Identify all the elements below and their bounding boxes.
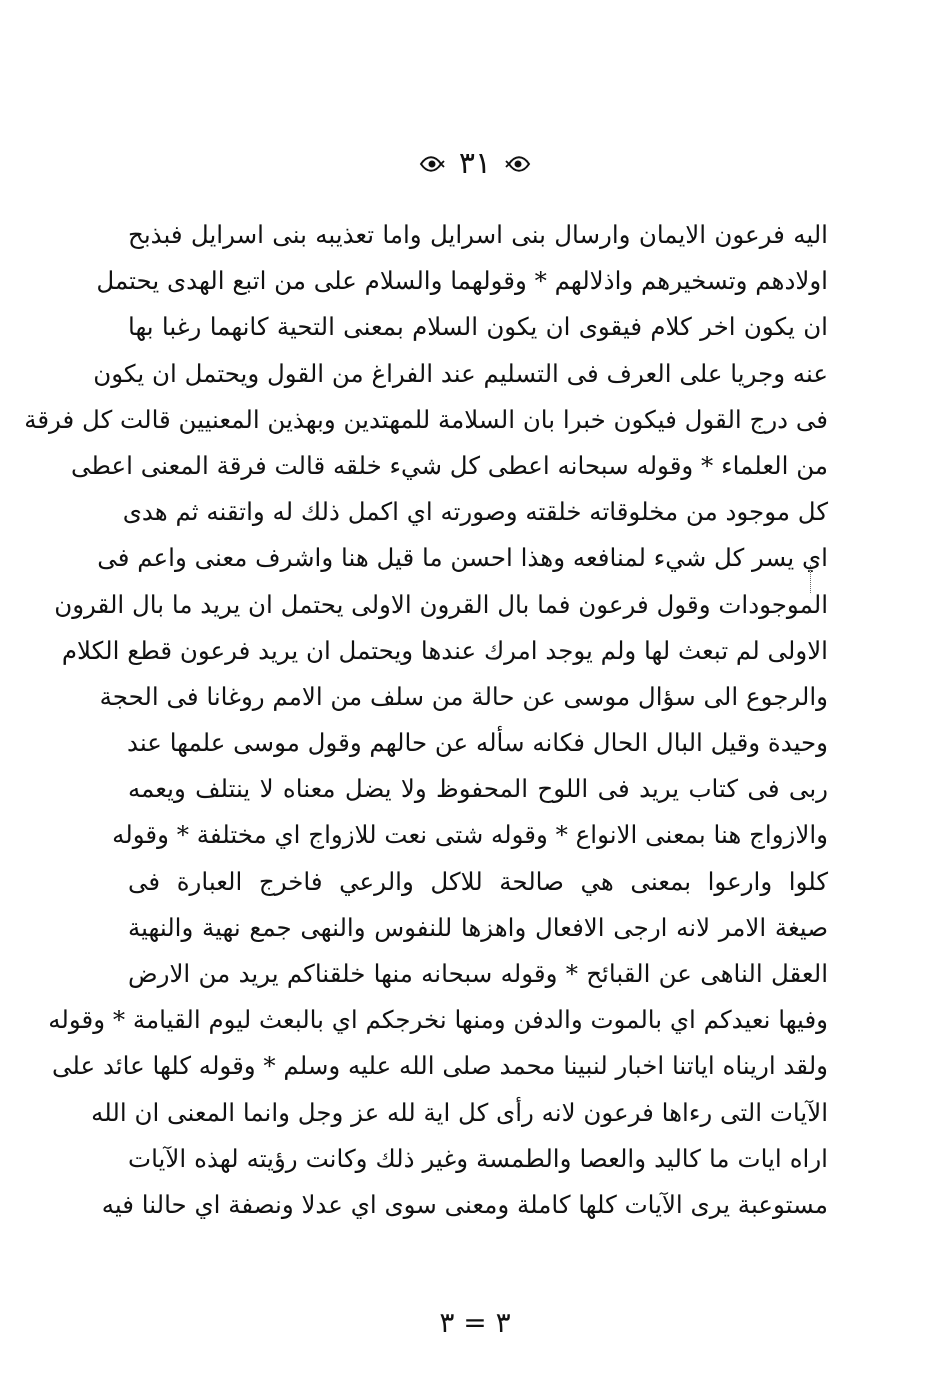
text-line: اليه فرعون الايمان وارسال بنى اسرايل واما تعذيبه بنى اسرايل فبذبح xyxy=(128,220,828,249)
text-line: والازواج هنا بمعنى الانواع * وقوله شتى نعت للازواج اي مختلفة * وقوله xyxy=(112,820,828,850)
text-line: من العلماء * وقوله سبحانه اعطى كل شيء خلقه قالت فرقة المعنى اعطى xyxy=(71,450,828,480)
text-line: الآيات التى رءاها فرعون لانه رأى كل اية لله عز وجل وانما المعنى ان الله xyxy=(91,1097,828,1127)
page-number: ٣١ xyxy=(458,146,492,181)
text-line: وفيها نعيدكم اي بالموت والدفن ومنها نخرجكم اي بالبعث ليوم القيامة * وقوله xyxy=(48,1005,828,1035)
text-line: اراه ايات ما كاليد والعصا والطمسة وغير ذلك وكانت رؤيته لهذه الآيات xyxy=(128,1143,828,1173)
text-line: ربى فى كتاب يريد فى اللوح المحفوظ ولا يضل معناه لا ينتلف ويعمه xyxy=(128,774,828,804)
text-line: وحيدة وقيل البال الحال فكانه سأله عن حالهم وقول موسى علمها عند xyxy=(127,728,828,758)
signature-mark: ٣ = ٣ xyxy=(439,1306,511,1339)
page-header xyxy=(0,140,950,188)
text-line: اولادهم وتسخيرهم واذلالهم * وقولهما والسلام على من اتبع الهدى يحتمل xyxy=(96,266,828,296)
text-line: ولقد اريناه اياتنا اخبار لنبينا محمد صلى الله عليه وسلم * وقوله كلها عائد على xyxy=(52,1051,828,1081)
text-line: كل موجود من مخلوقاته خلقته وصورته اي اكمل ذلك له واتقنه ثم هدى xyxy=(122,497,828,527)
text-line: اي يسر كل شيء لمنافعه وهذا احسن ما قيل هنا واشرف معنى واعم فى xyxy=(97,543,828,573)
text-line: صيغة الامر لانه ارجى الافعال واهزها للنفوس والنهى جمع نهية والنهية xyxy=(128,912,828,942)
text-line: والرجوع الى سؤال موسى عن حالة من سلف من الامم روغانا فى الحجة xyxy=(99,681,828,711)
floral-ornament-icon xyxy=(505,151,531,177)
text-line: فى درج القول فيكون خبرا بان السلامة للمهتدين وبهذين المعنيين قالت كل فرقة xyxy=(24,404,828,434)
text-line: ان يكون اخر كلام فيقوى ان يكون السلام بمعنى التحية كانهما رغبا بها xyxy=(128,312,828,342)
text-line: الاولى لم تبعث لها ولم يوجد امرك عندها ويحتمل ان يريد فرعون قطع الكلام xyxy=(61,635,828,665)
text-line: عنه وجريا على العرف فى التسليم عند الفراغ من القول ويحتمل ان يكون xyxy=(93,358,828,388)
text-line: كلوا وارعوا بمعنى هي صالحة للاكل والرعي فاخرج العبارة فى xyxy=(128,866,828,896)
text-line: العقل الناهى عن القبائح * وقوله سبحانه منها خلقناكم يريد من الارض xyxy=(128,959,828,988)
body-text xyxy=(24,212,828,1228)
text-line: الموجودات وقول فرعون فما بال القرون الاولى يحتمل ان يريد ما بال القرون xyxy=(54,589,828,619)
text-line: مستوعبة يرى الآيات كلها كاملة ومعنى سوى اي عدلا ونصفة اي حالنا فيه xyxy=(101,1189,828,1219)
floral-ornament-icon xyxy=(419,151,445,177)
